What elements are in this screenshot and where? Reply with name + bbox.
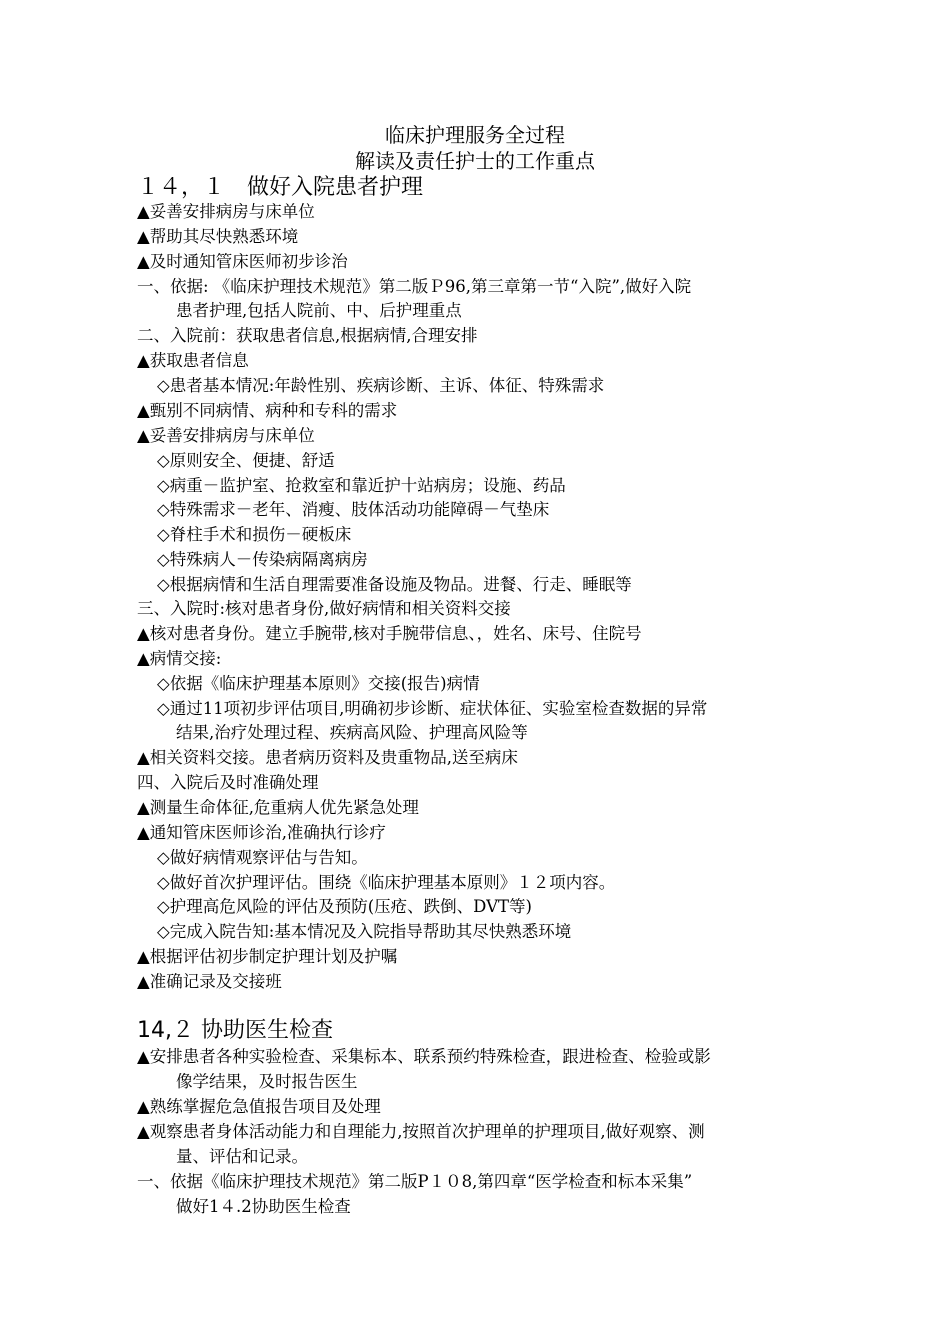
continuation-line: 结果,治疗处理过程、疾病高风险、护理高风险等 <box>176 723 528 742</box>
document-subtitle: 解读及责任护士的工作重点 <box>355 149 595 173</box>
continuation-line: 量、评估和记录。 <box>176 1147 308 1166</box>
continuation-line: 像学结果，及时报告医生 <box>176 1072 358 1091</box>
bullet-line: ▲妥善安排病房与床单位 <box>137 426 315 445</box>
sub-bullet-line: ◇护理高危风险的评估及预防(压疮、跌倒、DVT等) <box>157 897 532 916</box>
bullet-line: ▲帮助其尽快熟悉环境 <box>137 227 299 246</box>
bullet-line: ▲甄别不同病情、病种和专科的需求 <box>137 401 398 420</box>
sub-bullet-line: ◇病重－监护室、抢救室和靠近护十站病房；设施、药品 <box>157 476 566 495</box>
numbered-line: 二、入院前：获取患者信息,根据病情,合理安排 <box>137 326 478 345</box>
document-title: 临床护理服务全过程 <box>385 123 565 147</box>
numbered-line: 一、依据《临床护理技术规范》第二版P１０8,第四章“医学检查和标本采集” <box>137 1172 693 1191</box>
continuation-line: 做好1４.2协助医生检查 <box>176 1197 351 1216</box>
bullet-line: ▲根据评估初步制定护理计划及护嘱 <box>137 947 398 966</box>
sub-bullet-line: ◇特殊病人－传染病隔离病房 <box>157 550 368 569</box>
sub-bullet-line: ◇完成入院告知:基本情况及入院指导帮助其尽快熟悉环境 <box>157 922 572 941</box>
continuation-line: 患者护理,包括人院前、中、后护理重点 <box>176 301 462 320</box>
bullet-line: ▲观察患者身体活动能力和自理能力,按照首次护理单的护理项目,做好观察、测 <box>137 1122 705 1141</box>
bullet-line: ▲测量生命体征,危重病人优先紧急处理 <box>137 798 419 817</box>
bullet-line: ▲核对患者身份。建立手腕带,核对手腕带信息、，姓名、床号、住院号 <box>137 624 642 643</box>
bullet-line: ▲通知管床医师诊治,准确执行诊疗 <box>137 823 386 842</box>
numbered-line: 三、入院时:核对患者身份,做好病情和相关资料交接 <box>137 599 511 618</box>
bullet-line: ▲相关资料交接。患者病历资料及贵重物品,送至病床 <box>137 748 518 767</box>
bullet-line: ▲准确记录及交接班 <box>137 972 282 991</box>
bullet-line: ▲获取患者信息 <box>137 351 249 370</box>
section-heading-14-1: １４，１ 做好入院患者护理 <box>137 175 424 200</box>
sub-bullet-line: ◇通过11项初步评估项目,明确初步诊断、症状体征、实验室检查数据的异常 <box>157 699 708 718</box>
sub-bullet-line: ◇做好首次护理评估。围绕《临床护理基本原则》１２项内容。 <box>157 873 616 892</box>
sub-bullet-line: ◇根据病情和生活自理需要准备设施及物品。进餐、行走、睡眠等 <box>157 575 632 594</box>
sub-bullet-line: ◇脊柱手术和损伤－硬板床 <box>157 525 352 544</box>
sub-bullet-line: ◇原则安全、便捷、舒适 <box>157 451 335 470</box>
sub-bullet-line: ◇做好病情观察评估与告知。 <box>157 848 368 867</box>
sub-bullet-line: ◇患者基本情况:年龄性别、疾病诊断、主诉、体征、特殊需求 <box>157 376 605 395</box>
sub-bullet-line: ◇特殊需求－老年、消瘦、肢体活动功能障碍－气垫床 <box>157 500 550 519</box>
numbered-line: 四、入院后及时准确处理 <box>137 773 319 792</box>
sub-bullet-line: ◇依据《临床护理基本原则》交接(报告)病情 <box>157 674 480 693</box>
section-heading-14-2: 14,２ 协助医生检查 <box>137 1018 333 1043</box>
numbered-line: 一、依据: 《临床护理技术规范》第二版Ｐ96,第三章第一节“入院”,做好入院 <box>137 277 692 296</box>
bullet-line: ▲及时通知管床医师初步诊治 <box>137 252 348 271</box>
bullet-line: ▲安排患者各种实验检查、采集标本、联系预约特殊检查，跟进检查、检验或影 <box>137 1047 711 1066</box>
bullet-line: ▲病情交接: <box>137 649 222 668</box>
bullet-line: ▲熟练掌握危急值报告项目及处理 <box>137 1097 381 1116</box>
bullet-line: ▲妥善安排病房与床单位 <box>137 202 315 221</box>
